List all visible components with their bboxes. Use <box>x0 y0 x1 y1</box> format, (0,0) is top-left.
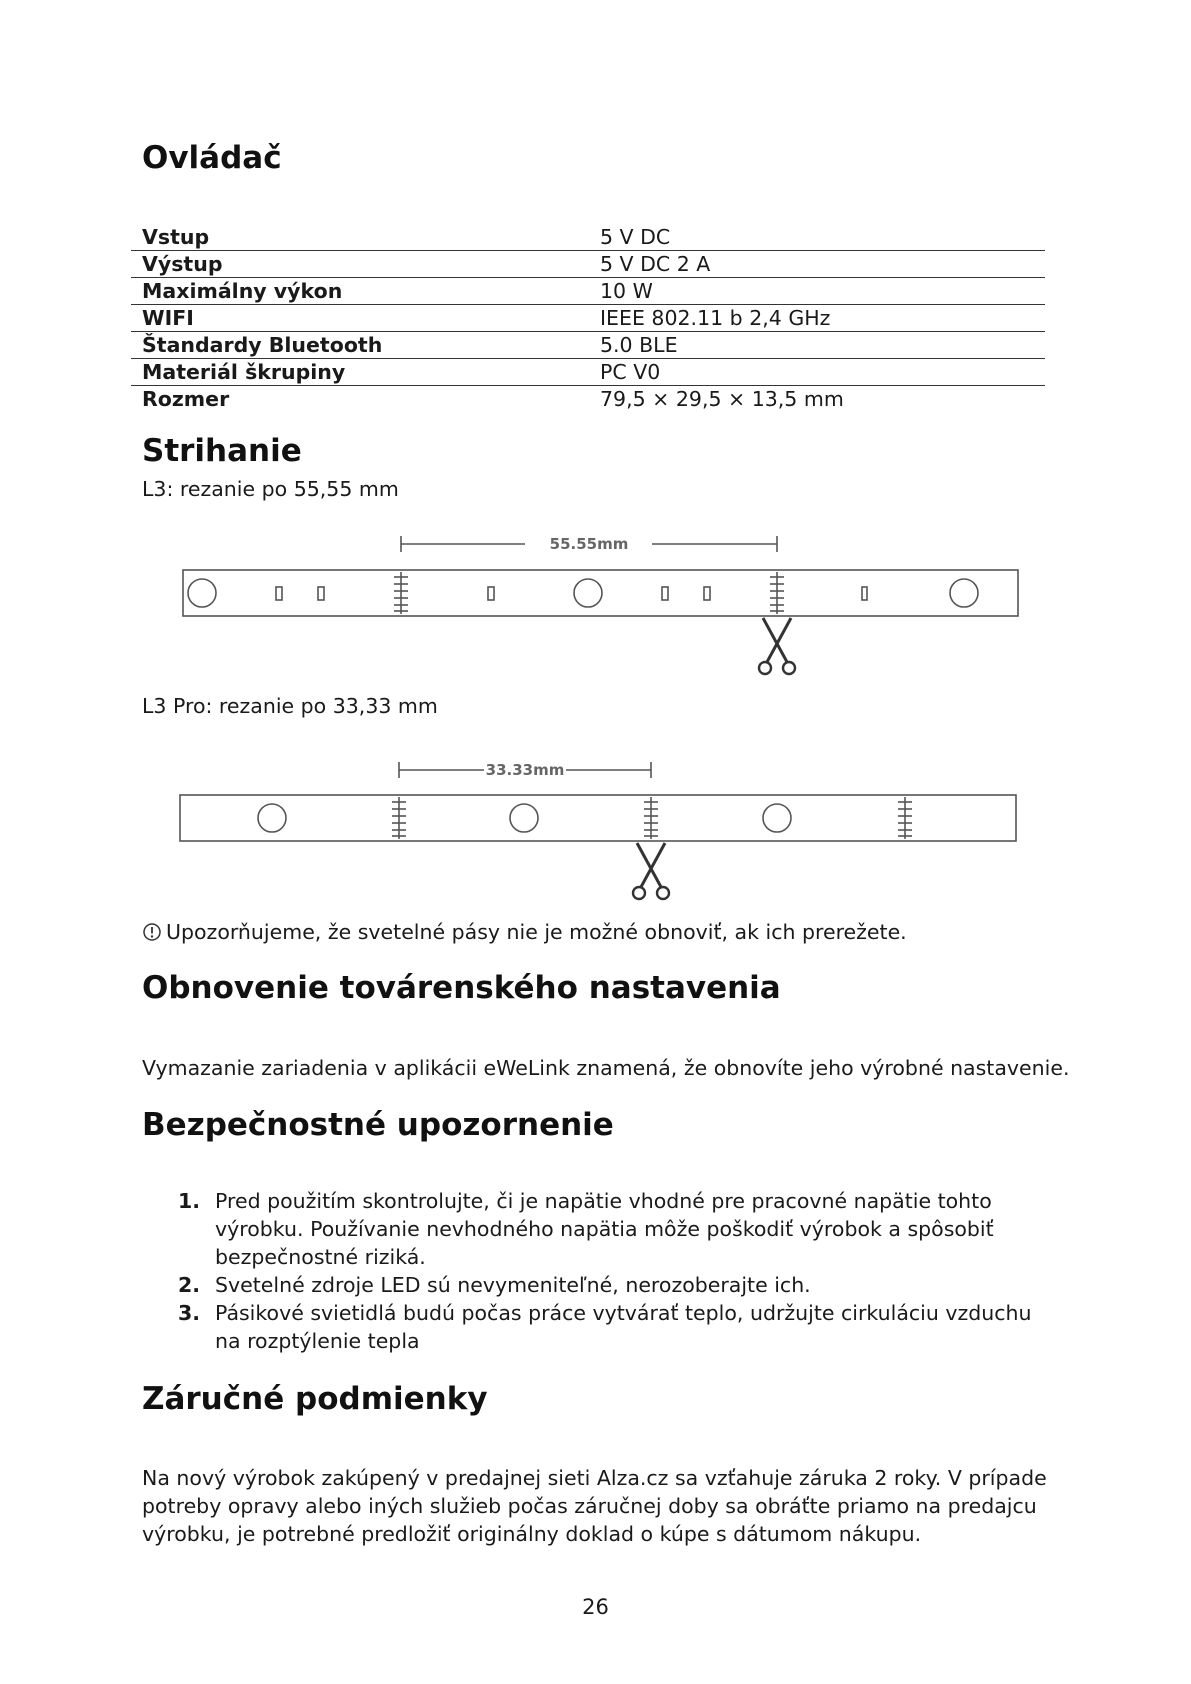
solder-pads <box>644 797 658 839</box>
list-number: 2. <box>178 1273 201 1297</box>
spec-label: Vstup <box>142 225 210 249</box>
page-number: 26 <box>582 1595 609 1619</box>
reset-text: Vymazanie zariadenia v aplikácii eWeLink znamená, že obnovíte jeho výrobné nastavenie. <box>142 1056 1070 1080</box>
led-circle <box>510 804 538 832</box>
smd-component <box>318 587 324 600</box>
controller-spec-table <box>131 224 1045 412</box>
scissors-icon <box>759 618 795 674</box>
solder-pads <box>898 797 912 839</box>
l3pro-cut-text: L3 Pro: rezanie po 33,33 mm <box>142 694 438 718</box>
led-circle <box>950 579 978 607</box>
l3-strip-diagram <box>0 530 1191 680</box>
safety-list <box>142 1187 1042 1355</box>
spec-row <box>131 332 1045 359</box>
controller-title: Ovládač <box>142 140 282 176</box>
led-circle <box>258 804 286 832</box>
smd-component <box>862 587 867 600</box>
led-circle <box>574 579 602 607</box>
l3pro-dimension-label: 33.33mm <box>485 761 565 779</box>
spec-label: Maximálny výkon <box>131 278 589 305</box>
led-strip-body <box>183 570 1018 616</box>
warranty-title: Záručné podmienky <box>142 1381 488 1417</box>
led-circle <box>188 579 216 607</box>
led-strip-body <box>180 795 1016 841</box>
list-number: 3. <box>178 1301 201 1325</box>
spec-label: WIFI <box>131 305 589 332</box>
l3-cut-text: L3: rezanie po 55,55 mm <box>142 477 399 501</box>
list-number: 1. <box>178 1189 201 1213</box>
spec-label: Štandardy Bluetooth <box>131 332 589 359</box>
smd-component <box>662 587 668 600</box>
l3pro-strip-diagram <box>0 755 1191 905</box>
cut-warning-text: Upozorňujeme, že svetelné pásy nie je možné obnoviť, ak ich prerežete. <box>166 920 907 944</box>
spec-row <box>131 359 1045 386</box>
spec-value: PC V0 <box>589 359 1045 386</box>
spec-row <box>131 224 1045 251</box>
list-item <box>142 1299 1042 1355</box>
l3-dimension-label: 55.55mm <box>549 535 629 553</box>
smd-component <box>488 587 494 600</box>
solder-pads <box>392 797 406 839</box>
warranty-text: Na nový výrobok zakúpený v predajnej sieti Alza.cz sa vzťahuje záruka 2 roky. V prípade potreby opravy alebo iných služieb počas záručnej doby sa obráťte priamo na predajcu výrobku, je potrebné predložiť originálny doklad o kúpe s dátumom nákupu. <box>142 1466 1047 1546</box>
smd-component <box>276 587 282 600</box>
led-circle <box>763 804 791 832</box>
spec-value: 79,5 × 29,5 × 13,5 mm <box>589 386 1045 413</box>
spec-value: 5.0 BLE <box>589 332 1045 359</box>
spec-label: Rozmer <box>131 386 589 413</box>
info-circle-icon <box>142 922 162 942</box>
solder-pads <box>394 572 408 614</box>
reset-title: Obnovenie továrenského nastavenia <box>142 970 781 1006</box>
spec-row <box>131 305 1045 332</box>
smd-component <box>704 587 710 600</box>
cut-warning <box>142 918 907 946</box>
list-item <box>142 1271 1042 1299</box>
list-text: Svetelné zdroje LED sú nevymeniteľné, nerozoberajte ich. <box>215 1273 811 1297</box>
spec-value: 5 V DC 2 A <box>589 251 1045 278</box>
spec-value: IEEE 802.11 b 2,4 GHz <box>589 305 1045 332</box>
spec-label: Výstup <box>131 251 589 278</box>
safety-title: Bezpečnostné upozornenie <box>142 1107 614 1143</box>
spec-value: 5 V DC <box>600 225 671 249</box>
spec-row <box>131 278 1045 305</box>
solder-pads <box>770 572 784 614</box>
list-text: Pred použitím skontrolujte, či je napätie vhodné pre pracovné napätie tohto výrobku. Používanie nevhodného napätia môže poškodiť výrobok a spôsobiť bezpečnostné riziká. <box>215 1189 994 1269</box>
spec-row <box>131 386 1045 413</box>
spec-value: 10 W <box>589 278 1045 305</box>
spec-row <box>131 251 1045 278</box>
list-item <box>142 1187 1042 1271</box>
list-text: Pásikové svietidlá budú počas práce vytvárať teplo, udržujte cirkuláciu vzduchu na rozptýlenie tepla <box>215 1301 1032 1353</box>
scissors-icon <box>633 843 669 899</box>
spec-label: Materiál škrupiny <box>131 359 589 386</box>
cutting-title: Strihanie <box>142 433 302 469</box>
